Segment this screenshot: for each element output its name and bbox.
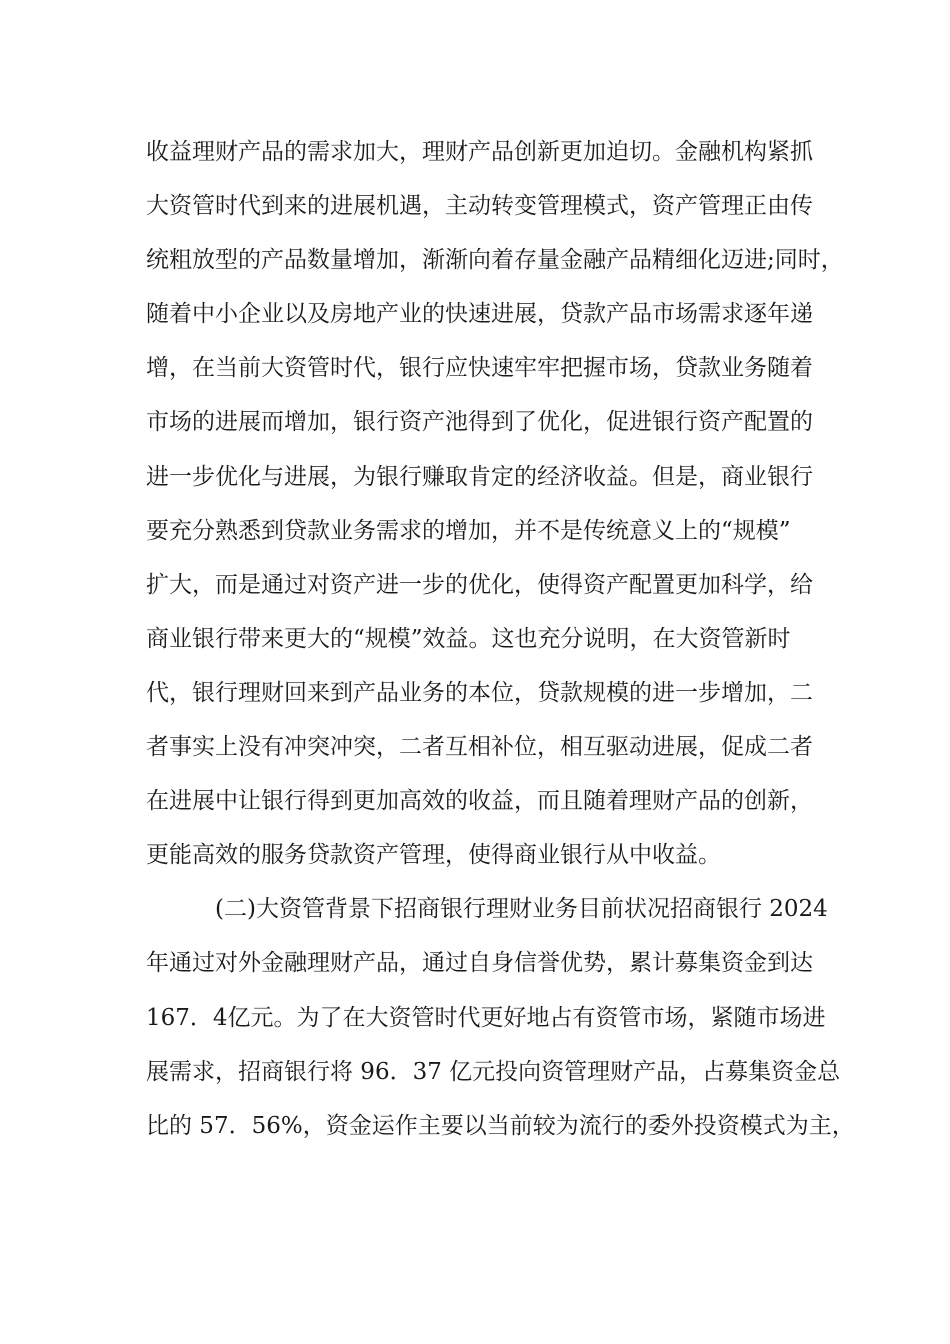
text-line: 收益理财产品的需求加大，理财产品创新更加迫切。金融机构紧抓	[146, 139, 813, 165]
text-line: 扩大，而是通过对资产进一步的优化，使得资产配置更加科学，给	[146, 571, 813, 598]
text-line: 进一步优化与进展，为银行赚取肯定的经济收益。但是，商业银行	[146, 463, 813, 490]
text-line: 者事实上没有冲突冲突，二者互相补位，相互驱动进展，促成二者	[146, 734, 813, 761]
text-line: 年通过对外金融理财产品，通过自身信誉优势，累计募集资金到达	[146, 950, 813, 977]
text-line: 大资管时代到来的进展机遇，主动转变管理模式，资产管理正由传	[146, 193, 813, 220]
text-line: 更能高效的服务贷款资产管理，使得商业银行从中收益。	[146, 842, 721, 869]
paragraph-1	[146, 132, 844, 889]
text-line: 展需求，招商银行将 96．37 亿元投向资管理财产品，占募集资金总	[146, 1058, 841, 1085]
text-line: 167．4亿元。为了在大资管时代更好地占有资管市场，紧随市场进	[146, 1004, 826, 1031]
section-heading-line: (二)大资管背景下招商银行理财业务目前状况招商银行 2024	[215, 896, 828, 923]
body-text	[146, 132, 855, 1160]
text-line: 随着中小企业以及房地产业的快速进展，贷款产品市场需求逐年递	[146, 301, 813, 328]
text-line: 增，在当前大资管时代，银行应快速牢牢把握市场，贷款业务随着	[146, 355, 813, 382]
text-line: 要充分熟悉到贷款业务需求的增加，并不是传统意义上的“规模”	[146, 517, 791, 544]
text-line: 比的 57．56%，资金运作主要以当前较为流行的委外投资模式为主，	[146, 1112, 855, 1139]
text-line: 统粗放型的产品数量增加，渐渐向着存量金融产品精细化迈进;同时，	[146, 247, 844, 274]
text-line: 商业银行带来更大的“规模”效益。这也充分说明，在大资管新时	[146, 625, 791, 652]
text-line: 市场的进展而增加，银行资产池得到了优化，促进银行资产配置的	[146, 409, 813, 436]
paragraph-2	[146, 889, 855, 1159]
text-line: 在进展中让银行得到更加高效的收益，而且随着理财产品的创新，	[146, 788, 813, 815]
text-line: 代，银行理财回来到产品业务的本位，贷款规模的进一步增加，二	[146, 679, 813, 706]
